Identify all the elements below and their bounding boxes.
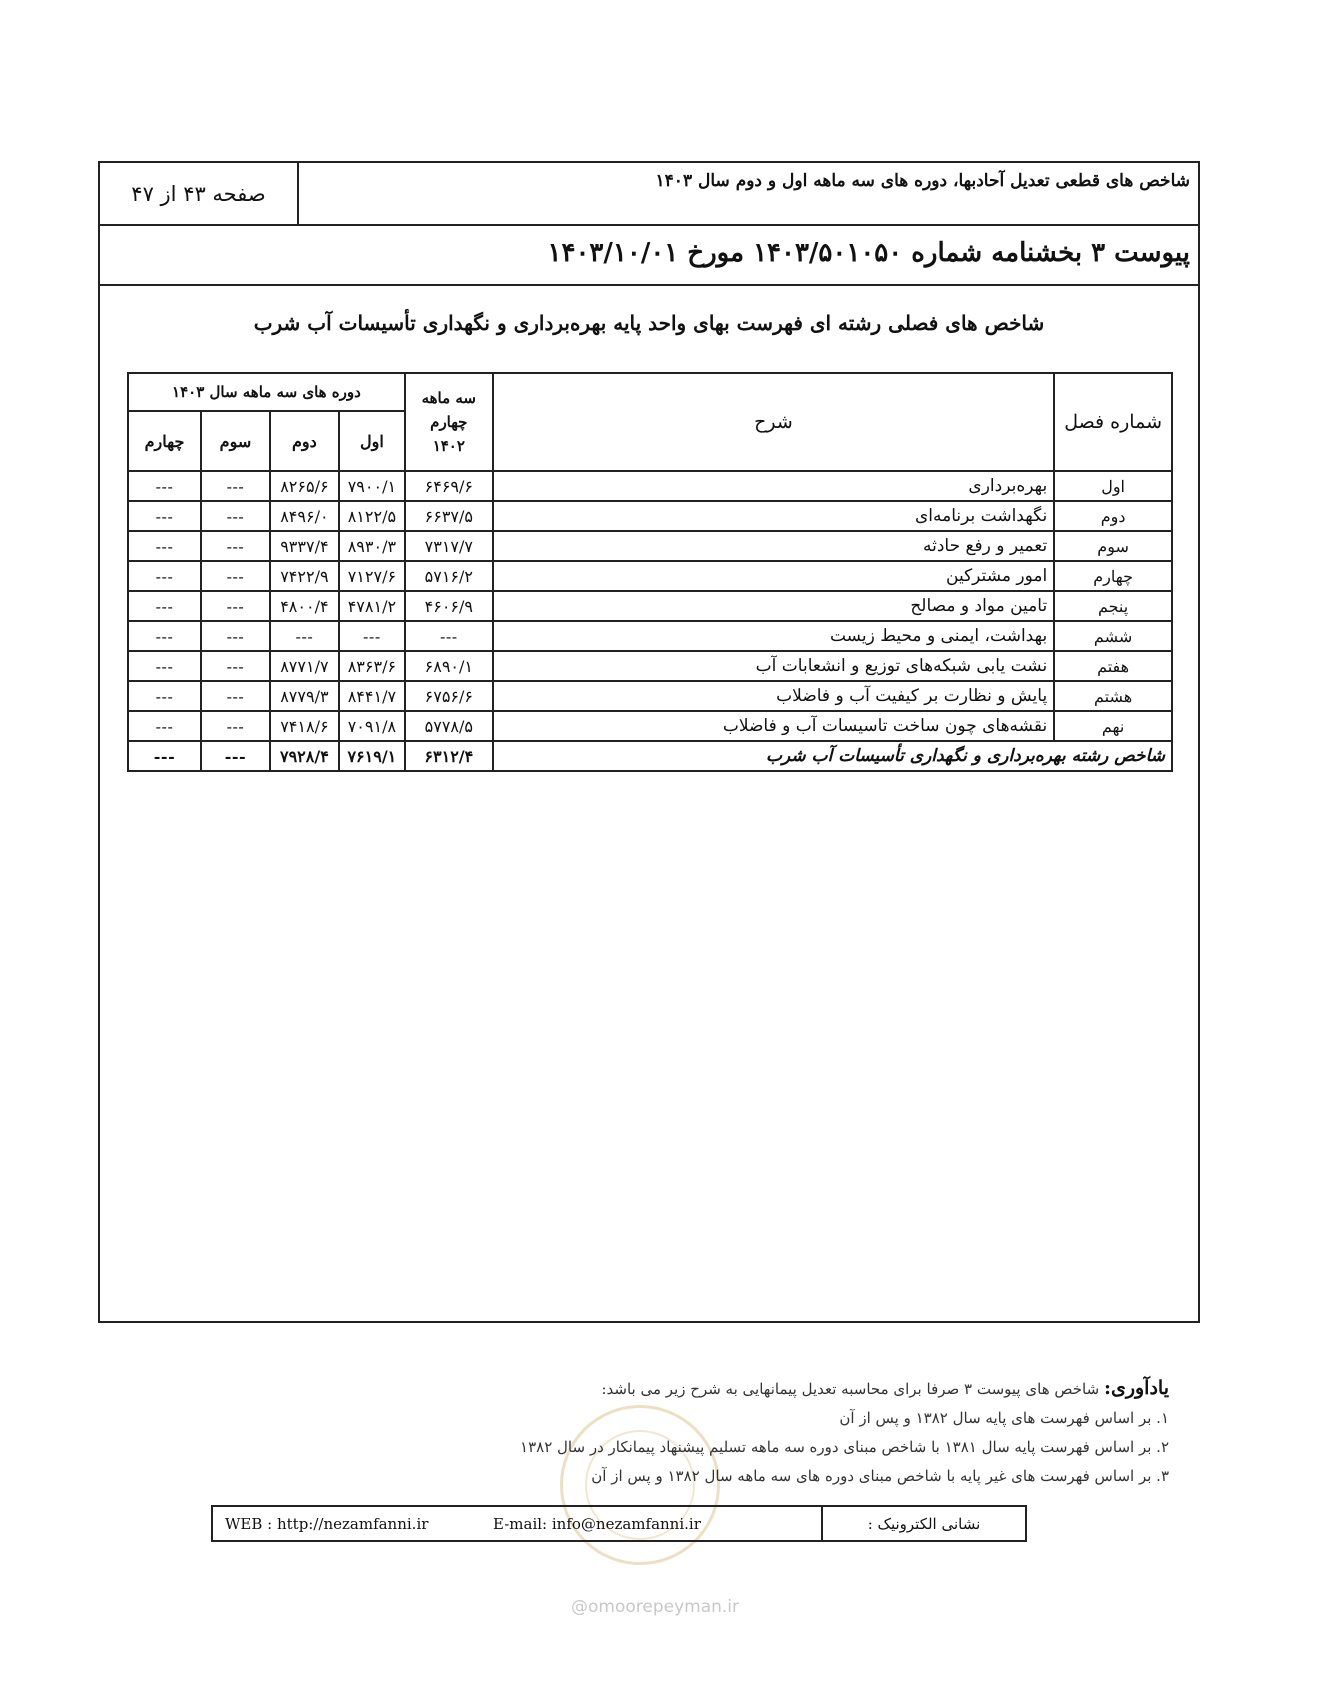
description-cell: نشت یابی شبکه‌های توزیع و انشعابات آب (493, 651, 1054, 681)
total-q4-cell: --- (128, 741, 201, 771)
q1-cell: ۸۱۲۲/۵ (339, 501, 405, 531)
q3-cell: --- (201, 561, 270, 591)
chapter-cell: هشتم (1054, 681, 1172, 711)
notes-item: ۱. بر اساس فهرست های پایه سال ۱۳۸۲ و پس از آن (839, 1409, 1169, 1427)
header-q2: دوم (270, 411, 339, 471)
q3-cell: --- (201, 651, 270, 681)
index-table (127, 372, 1173, 772)
table-row (128, 591, 1172, 621)
q2-cell: ۴۸۰۰/۴ (270, 591, 339, 621)
notes-intro-line (409, 1374, 1169, 1404)
table-row (128, 651, 1172, 681)
q2-cell: ۸۷۷۹/۳ (270, 681, 339, 711)
table-row (128, 681, 1172, 711)
prev-quarter-cell: ۶۴۶۹/۶ (405, 471, 493, 501)
q2-cell: --- (270, 621, 339, 651)
document-frame (98, 161, 1200, 1323)
table-row (128, 561, 1172, 591)
header-previous-quarter (405, 373, 493, 471)
q1-cell: ۸۴۴۱/۷ (339, 681, 405, 711)
notes-item: ۲. بر اساس فهرست پایه سال ۱۳۸۱ با شاخص مبنای دوره سه ماهه تسلیم پیشنهاد پیمانکار در سال ۱۳۸۲ (520, 1438, 1169, 1456)
prev-quarter-cell: ۶۷۵۶/۶ (405, 681, 493, 711)
chapter-cell: اول (1054, 471, 1172, 501)
address-label: نشانی الکترونیک : (821, 1507, 1025, 1540)
notes-section (409, 1374, 1169, 1491)
header-previous-quarter-line2: چهارم ۱۴۰۲ (430, 413, 468, 455)
header-description: شرح (493, 373, 1054, 471)
circular-row (100, 226, 1198, 286)
header-quarters-group: دوره های سه ماهه سال ۱۴۰۳ (128, 373, 405, 411)
chapter-cell: سوم (1054, 531, 1172, 561)
q4-cell: --- (128, 501, 201, 531)
q2-cell: ۷۴۱۸/۶ (270, 711, 339, 741)
total-q1-cell: ۷۶۱۹/۱ (339, 741, 405, 771)
chapter-cell: پنجم (1054, 591, 1172, 621)
prev-quarter-cell: ۵۷۱۶/۲ (405, 561, 493, 591)
chapter-cell: نهم (1054, 711, 1172, 741)
total-prev-quarter-cell: ۶۳۱۲/۴ (405, 741, 493, 771)
total-description-cell: شاخص رشته بهره‌برداری و نگهداری تأسیسات آب شرب (493, 741, 1172, 771)
table-row (128, 501, 1172, 531)
description-cell: پایش و نظارت بر کیفیت آب و فاضلاب (493, 681, 1054, 711)
q4-cell: --- (128, 621, 201, 651)
table-row (128, 711, 1172, 741)
description-cell: بهره‌برداری (493, 471, 1054, 501)
chapter-cell: ششم (1054, 621, 1172, 651)
total-row (128, 741, 1172, 771)
total-q3-cell: --- (201, 741, 270, 771)
q2-cell: ۹۳۳۷/۴ (270, 531, 339, 561)
q1-cell: ۷۱۲۷/۶ (339, 561, 405, 591)
prev-quarter-cell: --- (405, 621, 493, 651)
prev-quarter-cell: ۵۷۷۸/۵ (405, 711, 493, 741)
chapter-cell: چهارم (1054, 561, 1172, 591)
notes-item: ۳. بر اساس فهرست های غیر پایه با شاخص مبنای دوره های سه ماهه سال ۱۳۸۲ و پس از آن (591, 1467, 1169, 1485)
q3-cell: --- (201, 591, 270, 621)
chapter-cell: هفتم (1054, 651, 1172, 681)
prev-quarter-cell: ۶۸۹۰/۱ (405, 651, 493, 681)
q1-cell: ۸۳۶۳/۶ (339, 651, 405, 681)
q3-cell: --- (201, 681, 270, 711)
q1-cell: ۴۷۸۱/۲ (339, 591, 405, 621)
description-cell: نقشه‌های چون ساخت تاسیسات آب و فاضلاب (493, 711, 1054, 741)
table-row (128, 621, 1172, 651)
description-cell: تامین مواد و مصالح (493, 591, 1054, 621)
email-text: E-mail: info@nezamfanni.ir (493, 1515, 701, 1533)
q1-cell: --- (339, 621, 405, 651)
q4-cell: --- (128, 471, 201, 501)
q4-cell: --- (128, 531, 201, 561)
document-title: شاخص های قطعی تعدیل آحادبها، دوره های سه ماهه اول و دوم سال ۱۴۰۳ (655, 171, 1190, 191)
q4-cell: --- (128, 711, 201, 741)
circular-title: پیوست ۳ بخشنامه شماره ۱۴۰۳/۵۰۱۰۵۰ مورخ ۱۴۰۳/۱۰/۰۱ (547, 238, 1190, 268)
total-q2-cell: ۷۹۲۸/۴ (270, 741, 339, 771)
q1-cell: ۷۹۰۰/۱ (339, 471, 405, 501)
prev-quarter-cell: ۴۶۰۶/۹ (405, 591, 493, 621)
description-cell: تعمیر و رفع حادثه (493, 531, 1054, 561)
watermark-text: @omoorepeyman.ir (571, 1597, 740, 1617)
header-chapter: شماره فصل (1054, 373, 1172, 471)
web-link[interactable]: WEB : http://nezamfanni.ir (225, 1515, 429, 1533)
q4-cell: --- (128, 591, 201, 621)
q2-cell: ۷۴۲۲/۹ (270, 561, 339, 591)
prev-quarter-cell: ۷۳۱۷/۷ (405, 531, 493, 561)
table-row (128, 531, 1172, 561)
notes-label: یادآوری: (1103, 1377, 1169, 1399)
q4-cell: --- (128, 651, 201, 681)
header-q1: اول (339, 411, 405, 471)
q3-cell: --- (201, 711, 270, 741)
table-title: شاخص های فصلی رشته ای فهرست بهای واحد پایه بهره‌برداری و نگهداری تأسیسات آب شرب (253, 311, 1045, 335)
q1-cell: ۷۰۹۱/۸ (339, 711, 405, 741)
chapter-cell: دوم (1054, 501, 1172, 531)
description-cell: نگهداشت برنامه‌ای (493, 501, 1054, 531)
q3-cell: --- (201, 531, 270, 561)
contact-box (211, 1505, 1027, 1542)
q1-cell: ۸۹۳۰/۳ (339, 531, 405, 561)
q4-cell: --- (128, 681, 201, 711)
header-q4: چهارم (128, 411, 201, 471)
q3-cell: --- (201, 471, 270, 501)
q4-cell: --- (128, 561, 201, 591)
q2-cell: ۸۲۶۵/۶ (270, 471, 339, 501)
page-number: صفحه ۴۳ از ۴۷ (100, 163, 299, 224)
table-row (128, 471, 1172, 501)
q3-cell: --- (201, 621, 270, 651)
q2-cell: ۸۴۹۶/۰ (270, 501, 339, 531)
description-cell: امور مشترکین (493, 561, 1054, 591)
q2-cell: ۸۷۷۱/۷ (270, 651, 339, 681)
header-q3: سوم (201, 411, 270, 471)
header-previous-quarter-line1: سه ماهه (421, 389, 476, 407)
description-cell: بهداشت، ایمنی و محیط زیست (493, 621, 1054, 651)
header-row (100, 163, 1198, 226)
notes-intro: شاخص های پیوست ۳ صرفا برای محاسبه تعدیل پیمانهایی به شرح زیر می باشد: (601, 1380, 1100, 1398)
prev-quarter-cell: ۶۶۳۷/۵ (405, 501, 493, 531)
q3-cell: --- (201, 501, 270, 531)
